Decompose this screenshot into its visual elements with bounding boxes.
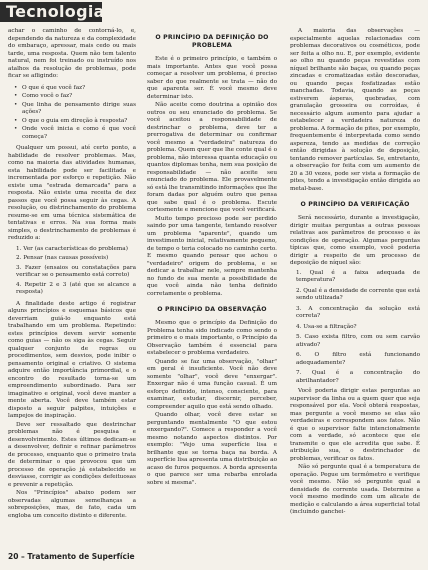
list-item: 3. A concentração da solução está correta? [296,305,420,319]
list-item: 3. Fazer (ensaios ou constatações para verificar se o pensamento está correto) [16,264,136,278]
bullet-icon: • [14,84,18,91]
column-1 [8,28,136,521]
bullet-icon: • [14,117,18,124]
list-item: 1. Ver (as características do problema) [16,245,128,252]
paragraph: Você poderia dirigir estas perguntas ao supervisor da linha ou a quem quer que seja responsável por ela. Você obterá respostas, mas pergunte a você mesmo se elas são verdadeiras e correspondem aos fatos. Não é que o supervisor falte intencionalmente com a verdade, só acontece que ele transmite o que ele acredita que sabe. É atribuição sua, o destrinchador de problemas, verificar os fatos. [290,388,420,462]
paragraph: Não só pergunte qual é a temperatura de operação. Pegue um termômetro e verifique você mesmo. Não só pergunte qual a densidade de corrente usada. Determine a você mesmo medindo com um alicate de medição e calculando a área superficial total (incluindo ganchei- [290,464,420,515]
paragraph: Deve ser ressaltado que destrinchar problemas não é pesquisa e desenvolvimento. Estes últimos dedicam-se a desenvolver, definir e refinar parâmetros de processo, enquanto que o primeiro trata de determinar o que provocou que um processo de operação já estabelecido se desviasse, corrigir as condições defeituosas e prevenir a repetição. [8,421,136,488]
list-item: 2. Pensar (nas causas possíveis) [16,255,109,261]
column-3 [290,28,420,518]
paragraph: Não aceite como doutrina a opinião dos outros ou seu enunciado do problema. Se você aceitou a responsabilidade de destrinchar o problema, deve ter a prerrogativa de determinar ou confirmar você mesmo a "verdadeira" natureza do problema. Quem quer que lhe conte qual é o problema, não interessa quanta educação ou quantos diplomas tenha, nem sua posição de responsabilidade — não aceite seu enunciado do problema. Ele provavelmente só está lhe transmitindo informações que lhe foram dadas por alguém outro que pensa que sabe qual é o problema. Escute cortesmente e mencione que você verificará. [147,102,277,213]
paragraph: Qualquer um possui, até certo ponto, a habilidade de resolver problemas. Mas, como na maioria das atividades humanas, esta habilidade pode ser facilitada e incrementada por esforço e repetição. Não existe uma "estrada demarcada" para a resposta. Não existe uma receita de dez passos que você possa seguir às cegas. A resolução, ou distrinchamento do problema resume-se em uma técnica sistemática de tentativas e erros. Na sua forma mais simples, o destrinchamento de problemas é reduzido a: [8,145,136,241]
paragraph: A finalidade deste artigo é registrar alguns princípios e esquemas básicos que deverriam guiá-lo enquanto está trabalhando em um problema. Repetindo: estes princípios devem servir somente como guias — não os siga às cegas. Seguir qualquer conjunto de regras ou procedimentos, sem desvios, pode inibir o pensamento original e criativo. O sistema adquire então importância primordial, e o encontro do resultado torna-se um empreendimento subordinado. Para ser imaginativo e original, você deve manter a mente aberta. Você deve também estar disposto a seguir palpites, intuições e lampejos de inspiração. [8,300,136,419]
list-item: • Onde você inicia e como é que você começa? [14,126,136,140]
list-item: • Que linha de pensamento dirige suas ações? [14,101,136,115]
bullet-icon: • [14,126,18,132]
list-item: 2. Qual é a densidade de corrente que está sendo utilizada? [296,287,420,301]
bullet-icon: • [14,101,18,108]
paragraph: Nos "Princípios" abaixo podem ser observadas algumas semelhanças a sobreposições, mas, de fato, cada um engloba um conceito distinto e diferente. [8,490,136,519]
paragraph: A maioria das observações — especialmente aquelas relacionadas com problemas decorativos ou cosméticos, pode ser feita a olho nu. E, por exemplo, evidente ao olho nu quando peças revestidas com níquel brilhante são baças, ou quando peças zincadas e cromatizadas estão descoradas, ou quando peças fosfatizadas estão manchadas. Todavia, quando as peças estiverem ásperas, quebradas, com granulação grosseira ou corroídas, é necessário algum aumento para ajudar a estabelecer a verdadeira natureza do problema. A formação de pites, por exemplo, frequentemente é interpretada como sendo aspereza, tendo as medidas de correção então dirigidas à solução de deposição, tentando remover partículas. Se, entretanto, a observação for feita com um aumento de 20 a 30 vezes, pode ser vista a formação de pites, tendo a investigação então dirigida ao metal-base. [290,28,420,192]
list-item: 4. Repetir 2 e 3 (até que se alcance a resposta) [16,281,136,295]
paragraph: achar o caminho de contorná-lo, e, dependendo da natureza e da complexidade do embaraço, apressar, mais cedo ou mais tarde, uma resposta. Quem não tem talento natural, nem foi treinado ou instruído nos atalhos da resolução de problemas, pode ficar se afligindo: [8,28,136,79]
section-banner: Tecnologia [0,2,102,22]
column-2 [147,28,277,488]
section-heading: O PRINCÍPIO DA VERIFICAÇÃO [300,201,410,208]
list-item: 6. O filtro está funcionando adequadamente? [296,352,420,366]
list-item: 1. Qual é a faixa adequada de temperatura? [296,269,420,283]
steps-list [16,246,136,297]
list-item: 5. Caso exista filtro, com ou sem carvão ativado? [296,334,420,348]
section-heading: O PRINCÍPIO DA OBSERVAÇÃO [157,306,267,313]
question-list [290,270,420,386]
bullet-icon: • [14,93,18,99]
paragraph: Quando olhar, você deve estar se perguntando mentalmente "O que estou enxergando?". Comece a responder a você mesmo notando aspectos distintos. Por exemplo: "Vejo uma superfície lisa e brilhante que se torna baça na borda. A superfície lisa apresenta uma distribuição ao acaso de furos pequenos. A borda apresenta o que parece ser uma rebarba enrolada sobre si mesma". [147,412,277,486]
list-item: • O que é que você faz? [14,84,86,91]
question-bullet-list [14,85,136,142]
list-item: 7. Qual é a concentração do abrilhantador? [296,370,420,384]
paragraph: Quando se faz uma observação, "olhar" em geral é insuficiente. Você não deve somente "olhar", você deve "enxergar". Enxergar não é uma função casual. É um esforço definido, intenso, consciente, para examinar, estudar, discernir, perceber, compreender aquilo que está sendo olhado. [147,358,277,410]
section-heading: O PRINCÍPIO DA DEFINIÇÃO DO PROBLEMA [155,34,269,49]
list-item: • Como você o faz? [14,93,73,99]
paragraph: Será necessário, durante a investigação, dirigir muitas perguntas a outras pessoas relativas aos parâmetros de processo e às condições de operação. Algumas perguntas típicas que, como exemplo, você poderia dirigir a respeito de um processo de deposição de níquel são: [290,215,420,266]
paragraph: Muito tempo precioso pode ser perdido saindo por uma tangente, tentando resolver um problema "aparente", quando um investimento inicial, relativamente pequeno, de tempo o teria colocado no caminho certo. E mesmo quando pensar que achou o "verdadeiro" origem do problema, e se dedicar a trabalhar nele, sempre mantenha no fundo de sua mente a possibilidade de que você ainda não tenha definido corretamente o problema. [147,215,277,297]
list-item: 4. Usa-se a filtração? [296,323,357,330]
paragraph: Mesmo que o princípio da Definição do Problema tenha sido indicado como sendo o primeiro e o mais importante, o Princípio da Observação também é essencial para estabelecer o problema verdadeiro. [147,320,277,356]
page-footer: 20 – Tratamento de Superfície [8,552,135,561]
paragraph: Este é o primeiro princípio, e também o mais importante. Antes que você possa começar a resolver um problema, é preciso saber do que realmente se trata — não do que aparenta ser. É você mesmo deve determinar isto. [147,56,277,100]
list-item: • O que o guia em direção à resposta? [14,117,128,124]
